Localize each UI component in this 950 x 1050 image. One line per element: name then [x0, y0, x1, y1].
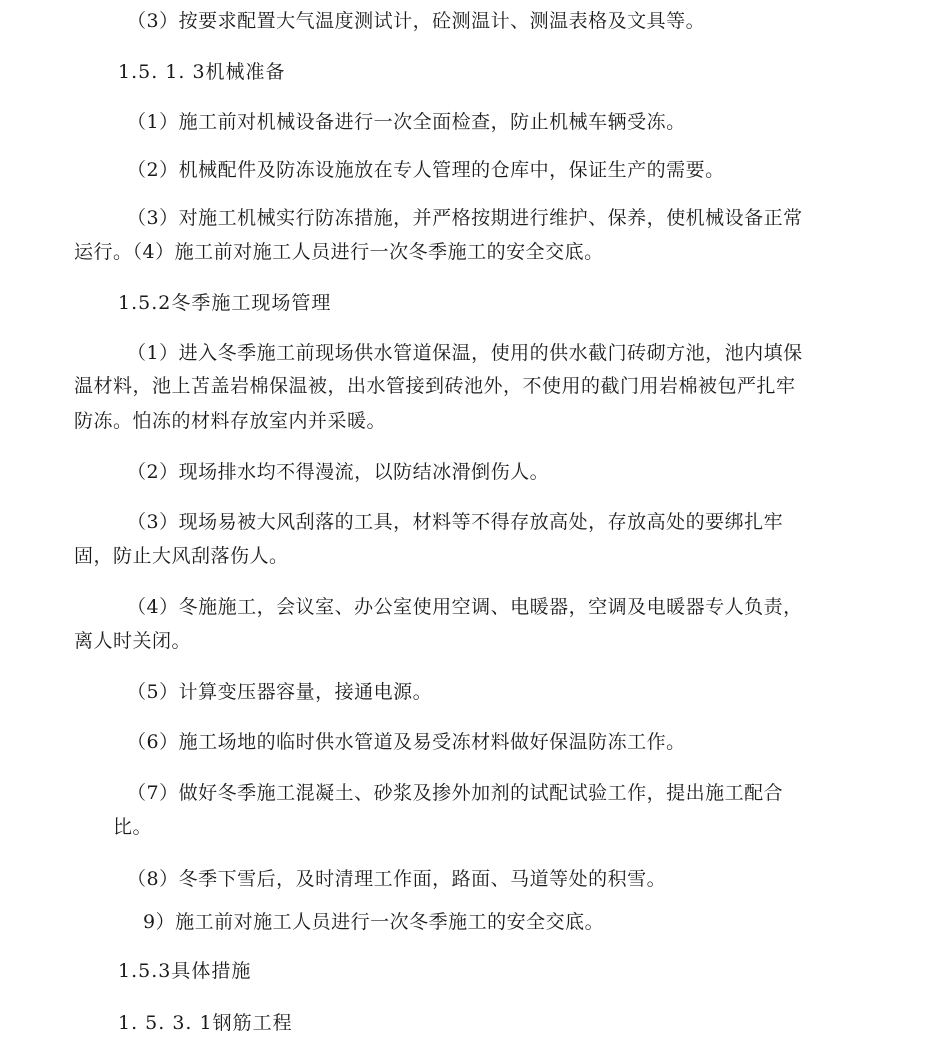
list-item-line: （3）对施工机械实行防冻措施，并严格按期进行维护、保养，使机械设备正常 — [127, 207, 803, 229]
paragraph-line: 温材料，池上苫盖岩棉保温被，出水管接到砖池外，不使用的截门用岩棉被包严扎牢 — [74, 375, 796, 397]
section-heading: 1.5.3具体措施 — [118, 960, 252, 982]
section-heading: 1.5. 1. 3机械准备 — [118, 61, 286, 83]
list-item-line: （1）进入冬季施工前现场供水管道保温，使用的供水截门砖砌方池，池内填保 — [127, 342, 803, 364]
list-item-line: （2）机械配件及防冻设施放在专人管理的仓库中，保证生产的需要。 — [127, 159, 725, 181]
paragraph-line: 防冻。怕冻的材料存放室内并采暖。 — [74, 410, 387, 432]
list-item-line: （5）计算变压器容量，接通电源。 — [127, 681, 433, 703]
list-item-line: （6）施工场地的临时供水管道及易受冻材料做好保温防冻工作。 — [127, 731, 686, 753]
list-item-line: （7）做好冬季施工混凝土、砂浆及掺外加剂的试配试验工作，提出施工配合 — [127, 782, 784, 804]
paragraph-line: 固，防止大风刮落伤人。 — [74, 545, 289, 567]
paragraph-line: 比。 — [113, 816, 153, 838]
paragraph-line: 运行。（4）施工前对施工人员进行一次冬季施工的安全交底。 — [74, 241, 604, 263]
list-item-line: （2）现场排水均不得漫流，以防结冰滑倒伤人。 — [127, 461, 550, 483]
list-item-line: （4）冬施施工，会议室、办公室使用空调、电暖器，空调及电暖器专人负责， — [127, 596, 803, 618]
list-item-line: （3）现场易被大风刮落的工具，材料等不得存放高处，存放高处的要绑扎牢 — [127, 511, 784, 533]
section-heading: 1.5.2冬季施工现场管理 — [118, 292, 332, 314]
paragraph-line: 离人时关闭。 — [74, 630, 192, 652]
list-item-line: （8）冬季下雪后，及时清理工作面，路面、马道等处的积雪。 — [127, 868, 667, 890]
list-item-line: 9）施工前对施工人员进行一次冬季施工的安全交底。 — [143, 911, 605, 933]
list-item-line: （1）施工前对机械设备进行一次全面检查，防止机械车辆受冻。 — [127, 111, 686, 133]
section-heading: 1. 5. 3. 1钢筋工程 — [118, 1012, 293, 1034]
list-item-line: （3）按要求配置大气温度测试计，砼测温计、测温表格及文具等。 — [127, 10, 706, 32]
